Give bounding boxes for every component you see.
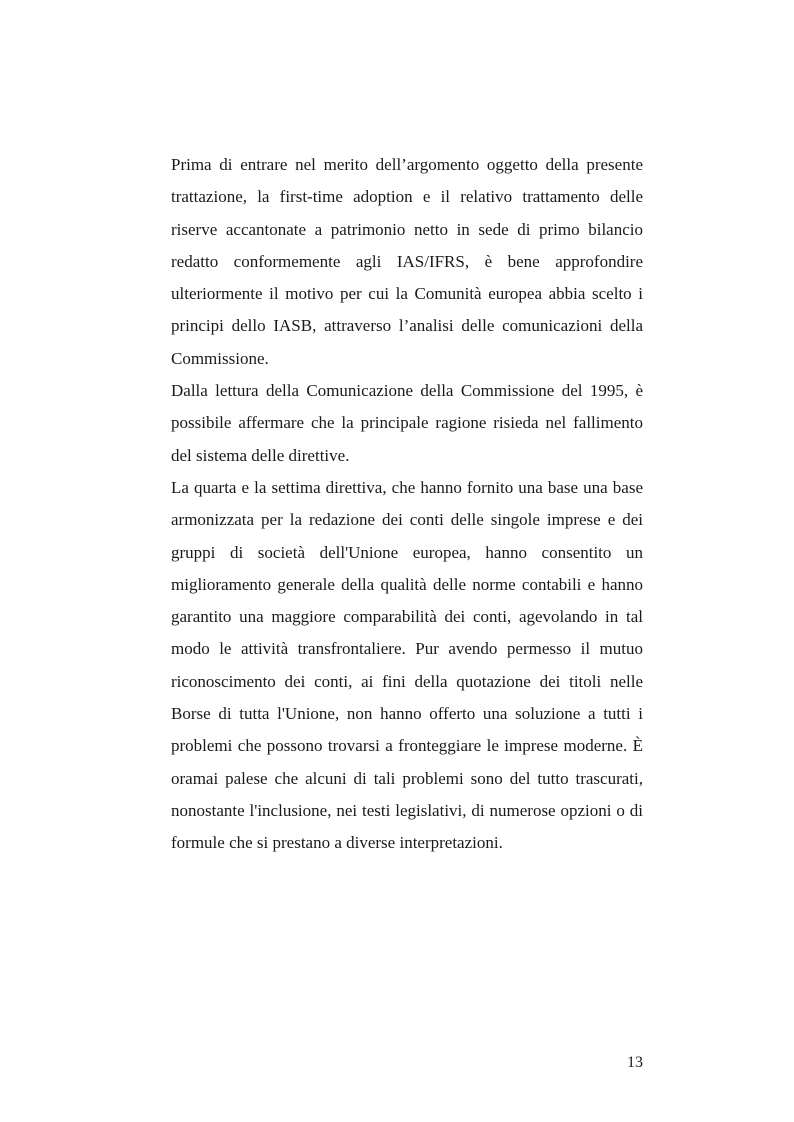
paragraph-3: La quarta e la settima direttiva, che hanno fornito una base una base armonizzata per la redazione dei conti delle singole imprese e dei gruppi di società dell'Unione europea, hanno consentito un miglioramento generale della qualità delle norme contabili e hanno garantito una maggiore comparabilità dei conti, agevolando in tal modo le attività transfrontaliere. Pur avendo permesso il mutuo riconoscimento dei conti, ai fini della quotazione dei titoli nelle Borse di tutta l'Unione, non hanno offerto una soluzione a tutti i problemi che possono trovarsi a fronteggiare le imprese moderne. È oramai palese che alcuni di tali problemi sono del tutto trascurati, nonostante l'inclusione, nei testi legislativi, di numerose opzioni o di formule che si prestano a diverse interpretazioni. (171, 477, 643, 853)
paragraph-2: Dalla lettura della Comunicazione della Commissione del 1995, è possibile affermare che la principale ragione risieda nel fallimento del sistema delle direttive. (171, 381, 643, 465)
paragraph-1: Prima di entrare nel merito dell’argomento oggetto della presente trattazione, la first-time adoption e il relativo trattamento delle riserve accantonate a patrimonio netto in sede di primo bilancio redatto conformemente agli IAS/IFRS, è bene approfondire ulteriormente il motivo per cui la Comunità europea abbia scelto i principi dello IASB, attraverso l’analisi delle comunicazioni della Commissione. (171, 155, 643, 368)
page-number: 13 (627, 1054, 643, 1071)
body-text (171, 149, 643, 860)
